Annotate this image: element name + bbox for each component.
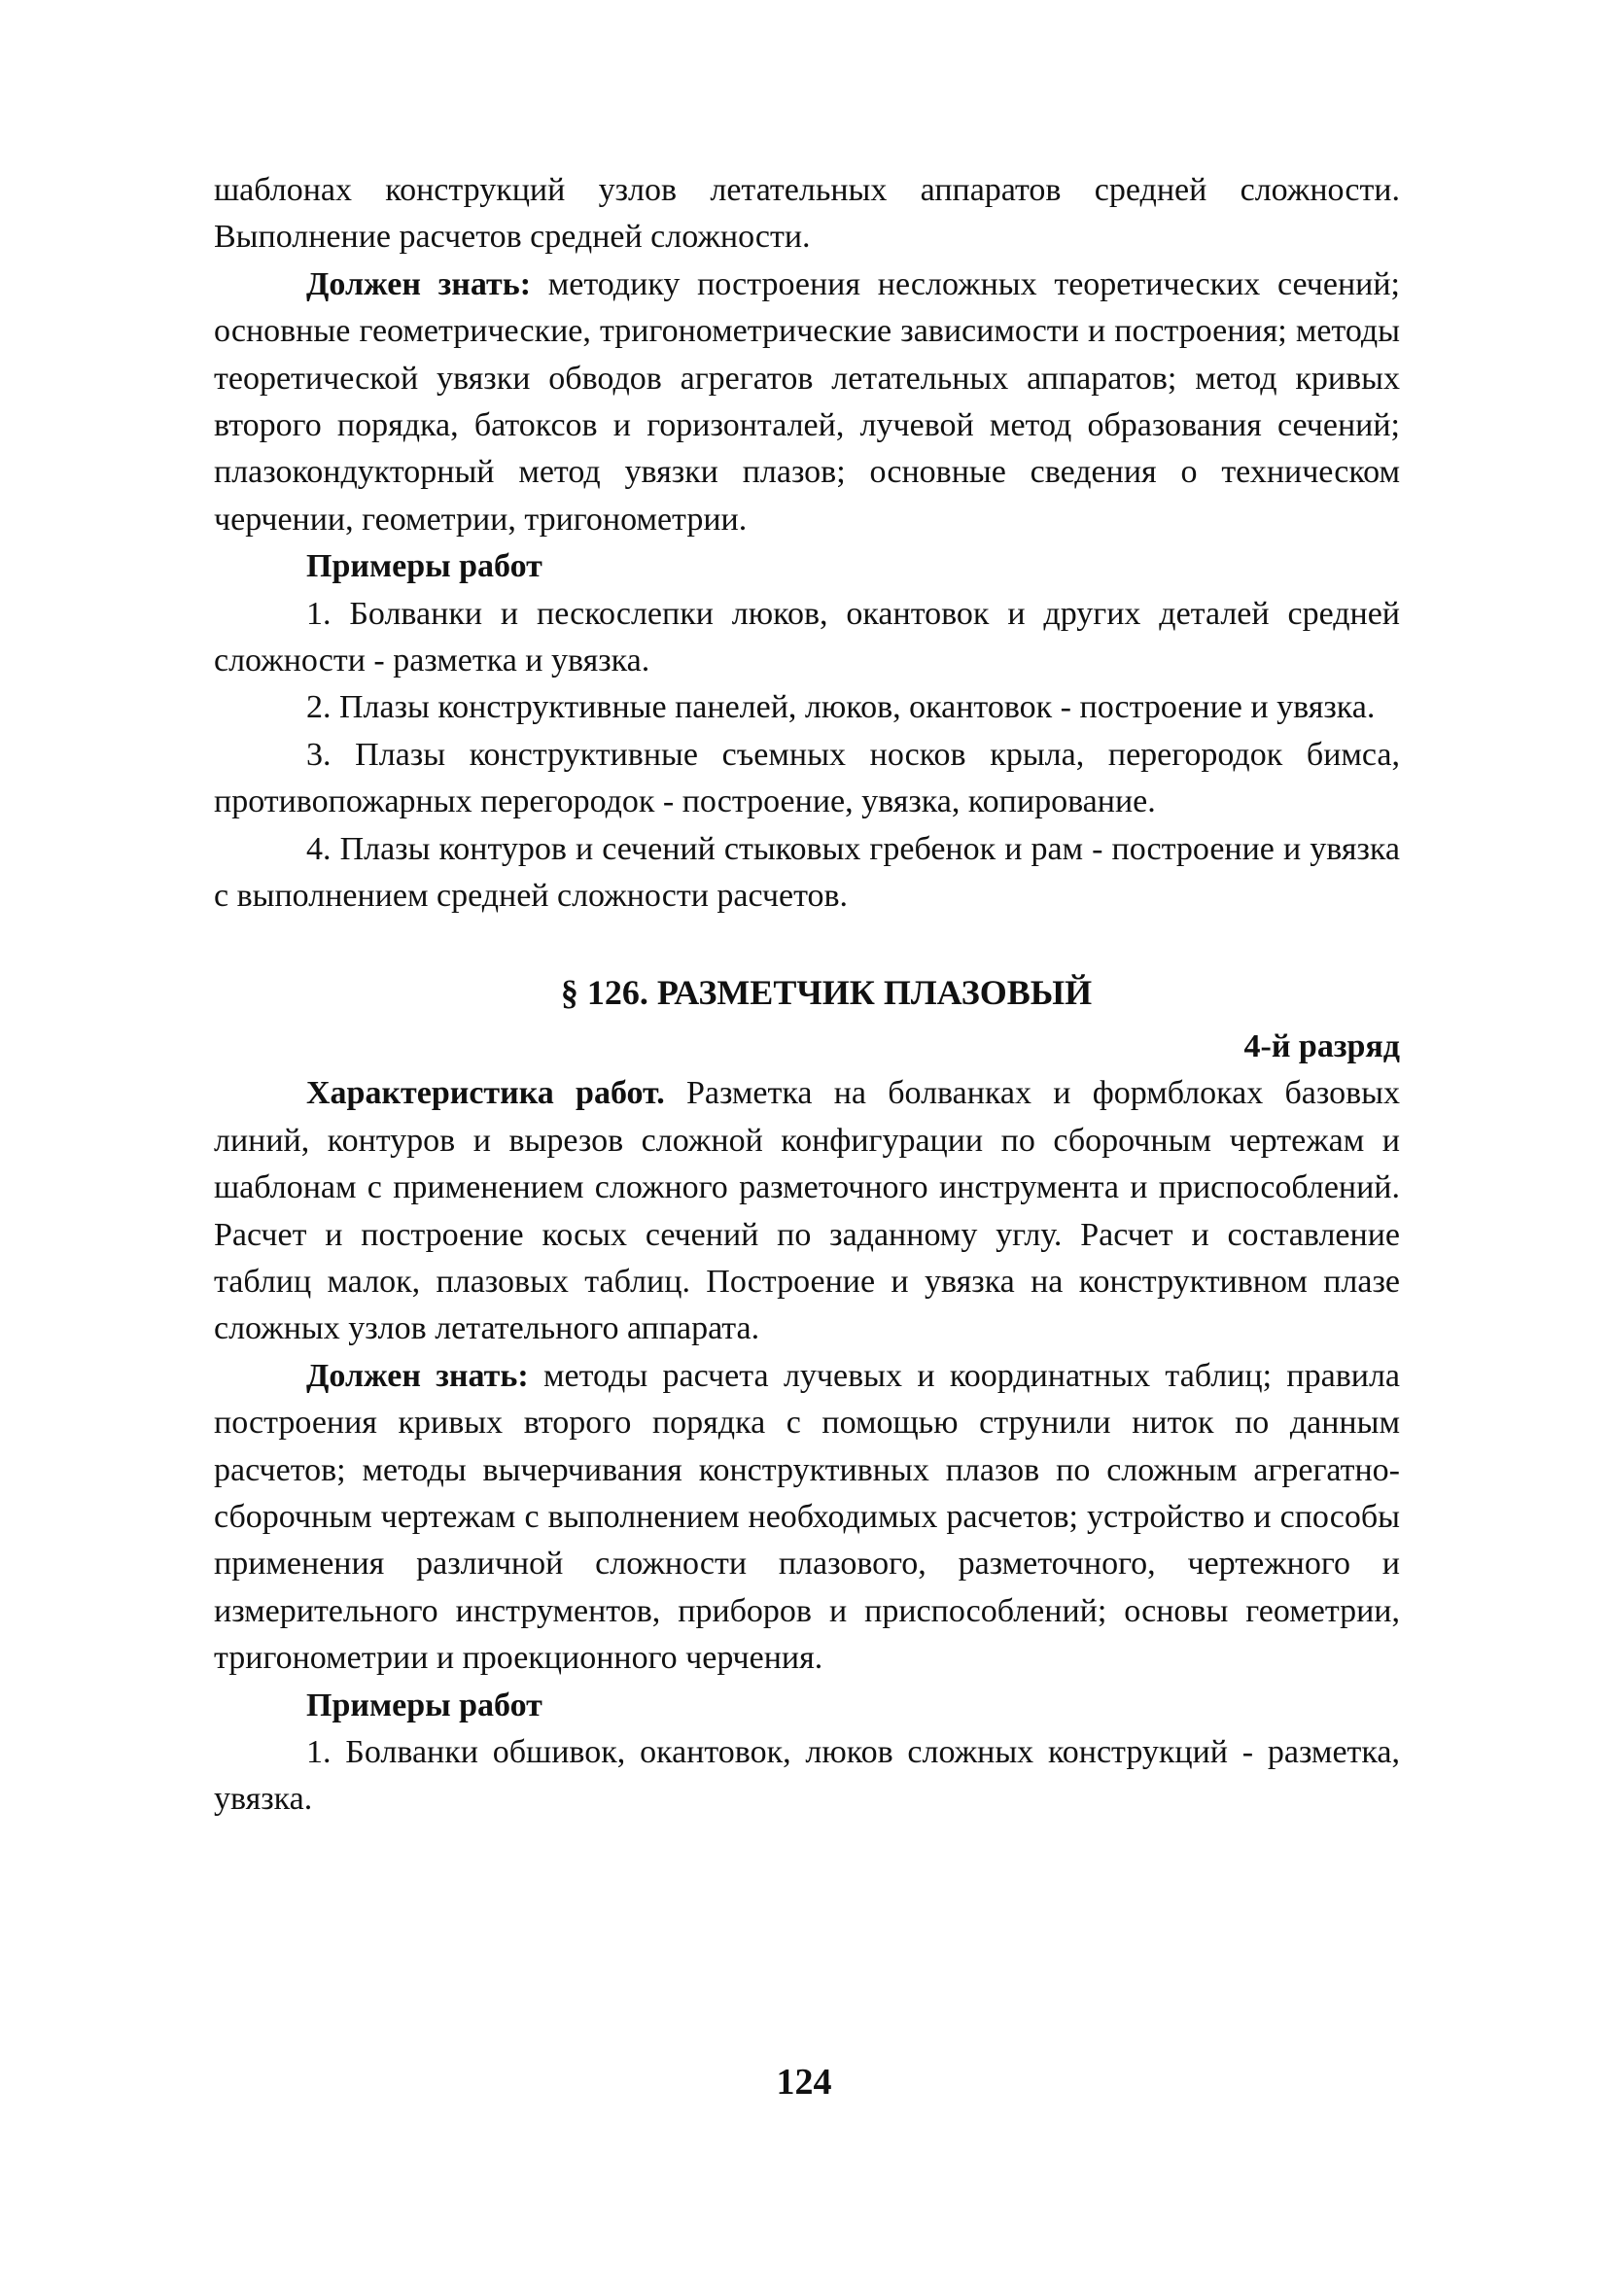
example-item: 4. Плазы контуров и сечений стыковых гребенок и рам - построение и увязка с выполнением средней сложности расчетов. <box>214 830 1400 915</box>
must-know-label-1: Должен знать: <box>306 265 532 302</box>
must-know-text-1: методику построения несложных теоретических сечений; основные геометрические, тригонометрические зависимости и построения; методы теоретической увязки обводов агрегатов летательных аппаратов; метод кривых второго порядка, батоксов и горизонталей, лучевой метод образования сечений; плазокондукторный метод увязки плазов; основные сведения о техническом черчении, геометрии, тригонометрии. <box>214 265 1401 538</box>
top-fragment-paragraph <box>214 167 1400 261</box>
characteristic-text: Разметка на болванках и формблоках базовых линий, контуров и вырезов сложной конфигурации по сборочным чертежам и шаблонам с применением сложного разметочного инструмента и приспособлений. Расчет и построение косых сечений по заданному углу. Расчет и составление таблиц малок, плазовых таблиц. Построение и увязка на конструктивном плазе сложных узлов летательного аппарата. <box>214 1075 1400 1347</box>
must-know-text-2: методы расчета лучевых и координатных таблиц; правила построения кривых второго порядка с помощью струнили ниток по данным расчетов; методы вычерчивания конструктивных плазов по сложным агрегатно-сборочным чертежам с выполнением необходимых расчетов; устройство и способы применения различной сложности плазового, разметочного, чертежного и измерительного инструментов, приборов и приспособлений; основы геометрии, тригонометрии и проекционного черчения. <box>214 1357 1400 1677</box>
characteristic-paragraph <box>214 1070 1400 1352</box>
top-fragment-line-1: шаблонах конструкций узлов летательных аппаратов средней сложности. <box>214 172 1400 208</box>
must-know-label-2: Должен знать: <box>306 1357 529 1394</box>
examples-heading-2: Примеры работ <box>306 1687 542 1723</box>
example-item: 1. Болванки обшивок, окантовок, люков сложных конструкций - разметка, увязка. <box>214 1734 1400 1818</box>
page-number: 124 <box>776 2062 832 2103</box>
characteristic-label: Характеристика работ. <box>306 1075 665 1112</box>
example-item: 3. Плазы конструктивные съемных носков крыла, перегородок бимса, противопожарных перегородок - построение, увязка, копирование. <box>214 736 1400 820</box>
section-grade: 4-й разряд <box>1243 1027 1400 1064</box>
top-fragment-line-2: Выполнение расчетов средней сложности. <box>214 219 811 256</box>
page-content <box>214 167 1400 1824</box>
examples-heading-1: Примеры работ <box>306 548 542 585</box>
must-know-paragraph-1 <box>214 261 1400 543</box>
section-title: § 126. РАЗМЕТЧИК ПЛАЗОВЫЙ <box>560 972 1093 1012</box>
example-item: 1. Болванки и пескослепки люков, окантовок и других деталей средней сложности - разметка и увязка. <box>214 595 1400 679</box>
example-item: 2. Плазы конструктивные панелей, люков, окантовок - построение и увязка. <box>306 689 1376 726</box>
must-know-paragraph-2 <box>214 1353 1400 1683</box>
